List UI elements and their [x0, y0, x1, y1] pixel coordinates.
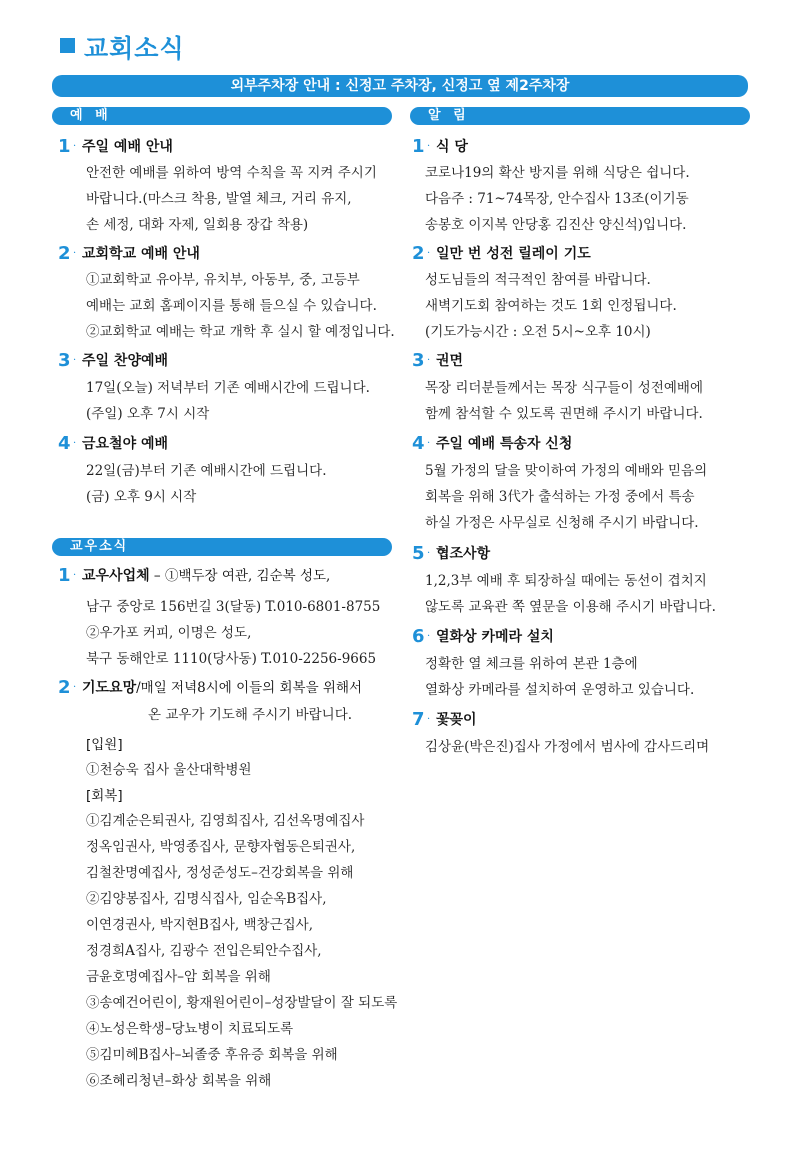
- item-number: 2: [58, 243, 71, 264]
- recover-line: ⑥조혜리청년–화상 회복을 위해: [86, 1073, 272, 1089]
- page-title: 교회소식: [84, 34, 185, 63]
- notice-section-header: 알 림: [410, 107, 750, 125]
- worship-item-heading: 금요철야 예배: [82, 436, 169, 452]
- item-number: 2: [58, 677, 71, 698]
- notice-item-line: 송봉호 이지복 안당홍 김진산 양신석)입니다.: [425, 217, 687, 233]
- members-item-line: ②우가포 커피, 이명은 성도,: [86, 625, 252, 641]
- notice-item-heading: 협조사항: [436, 546, 491, 562]
- bullet-dot-icon: ·: [427, 248, 431, 259]
- title-square-icon: [60, 38, 75, 53]
- recover-line: 이연경권사, 박지현B집사, 백창근집사,: [86, 917, 313, 933]
- item-number: 1: [58, 136, 71, 157]
- members-item-line: 남구 중앙로 156번길 3(달동) T.010-6801-8755: [86, 599, 381, 615]
- bullet-dot-icon: ·: [427, 141, 431, 152]
- business-heading: 교우사업체: [82, 568, 150, 584]
- bullet-dot-icon: ·: [73, 682, 77, 693]
- notice-item-heading: 꽃꽂이: [436, 712, 477, 728]
- recover-line: ④노성은학생–당뇨병이 치료되도록: [86, 1021, 294, 1037]
- members-item-heading: [82, 675, 362, 701]
- notice-item-line: 함께 참석할 수 있도록 권면해 주시기 바랍니다.: [425, 406, 703, 422]
- bullet-dot-icon: ·: [73, 248, 77, 259]
- item-number: 4: [58, 433, 71, 454]
- bullet-dot-icon: ·: [73, 355, 77, 366]
- notice-item-heading: 식 당: [436, 139, 468, 155]
- bullet-dot-icon: ·: [73, 570, 77, 581]
- worship-item-line: 22일(금)부터 기존 예배시간에 드립니다.: [86, 463, 327, 479]
- worship-item-line: 바랍니다.(마스크 착용, 발열 체크, 거리 유지,: [86, 191, 352, 207]
- bullet-dot-icon: ·: [427, 438, 431, 449]
- notice-item-heading: 일만 번 성전 릴레이 기도: [436, 246, 591, 262]
- members-section-header: 교우소식: [52, 538, 392, 556]
- notice-item-heading: 권면: [436, 353, 464, 369]
- recover-line: ③송예건어린이, 황재원어린이–성장발달이 잘 되도록: [86, 995, 398, 1011]
- recover-line: 정옥임권사, 박영종집사, 문향자협동은퇴권사,: [86, 839, 356, 855]
- recover-line: ⑤김미혜B집사–뇌졸중 후유증 회복을 위해: [86, 1047, 338, 1063]
- worship-item-heading: 주일 찬양예배: [82, 353, 169, 369]
- recover-label: [회복]: [86, 788, 123, 804]
- prayer-heading-rest: /매일 저녁8시에 이들의 회복을 위해서: [136, 680, 363, 696]
- bullet-dot-icon: ·: [73, 438, 77, 449]
- notice-item-line: (기도가능시간 : 오전 5시~오후 10시): [425, 324, 651, 340]
- worship-item-line: ①교회학교 유아부, 유치부, 아동부, 중, 고등부: [86, 272, 360, 288]
- worship-section-header: 예 배: [52, 107, 392, 125]
- recover-line: 금윤호명예집사–암 회복을 위해: [86, 969, 271, 985]
- item-number: 6: [412, 626, 425, 647]
- worship-item-heading: 주일 예배 안내: [82, 139, 173, 155]
- notice-item-heading: 주일 예배 특송자 신청: [436, 436, 573, 452]
- notice-item-line: 1,2,3부 예배 후 퇴장하실 때에는 동선이 겹치지: [425, 573, 707, 589]
- worship-item-line: (주일) 오후 7시 시작: [86, 406, 210, 422]
- bullet-dot-icon: ·: [427, 355, 431, 366]
- item-number: 3: [412, 350, 425, 371]
- parking-banner: 외부주차장 안내 : 신정고 주차장, 신정고 옆 제2주차장: [52, 75, 748, 97]
- worship-item-line: 손 세정, 대화 자제, 일회용 장갑 착용): [86, 217, 309, 233]
- worship-item-line: 예배는 교회 홈페이지를 통해 들으실 수 있습니다.: [86, 298, 377, 314]
- prayer-heading: 기도요망: [82, 680, 137, 696]
- members-item-line: 북구 동해안로 1110(당사동) T.010-2256-9665: [86, 651, 377, 667]
- notice-item-line: 성도님들의 적극적인 참여를 바랍니다.: [425, 272, 651, 288]
- admit-line: ①천승욱 집사 울산대학병원: [86, 762, 252, 778]
- item-number: 7: [412, 709, 425, 730]
- admit-label: [입원]: [86, 737, 123, 753]
- item-number: 3: [58, 350, 71, 371]
- notice-item-line: 목장 리더분들께서는 목장 식구들이 성전예배에: [425, 380, 703, 396]
- worship-item-line: (금) 오후 9시 시작: [86, 489, 197, 505]
- bullet-dot-icon: ·: [427, 714, 431, 725]
- recover-line: 정경희A집사, 김광수 전입은퇴안수집사,: [86, 943, 322, 959]
- notice-item-heading: 열화상 카메라 설치: [436, 629, 554, 645]
- worship-item-line: 안전한 예배를 위하여 방역 수칙을 꼭 지켜 주시기: [86, 165, 377, 181]
- members-item-heading: [82, 563, 330, 589]
- worship-item-heading: 교회학교 예배 안내: [82, 246, 200, 262]
- notice-item-line: 새벽기도회 참여하는 것도 1회 인정됩니다.: [425, 298, 677, 314]
- item-number: 1: [58, 565, 71, 586]
- recover-line: ②김양봉집사, 김명식집사, 임순옥B집사,: [86, 891, 327, 907]
- notice-item-line: 코로나19의 확산 방지를 위해 식당은 쉽니다.: [425, 165, 690, 181]
- business-heading-rest: – ①백두장 여관, 김순복 성도,: [149, 568, 331, 584]
- notice-item-line: 않도록 교육관 쪽 옆문을 이용해 주시기 바랍니다.: [425, 599, 716, 615]
- notice-item-line: 다음주 : 71~74목장, 안수집사 13조(이기동: [425, 191, 689, 207]
- worship-item-line: ②교회학교 예배는 학교 개학 후 실시 할 예정입니다.: [86, 324, 395, 340]
- item-number: 2: [412, 243, 425, 264]
- notice-item-line: 정확한 열 체크를 위하여 본관 1층에: [425, 656, 638, 672]
- notice-item-line: 5월 가정의 달을 맞이하여 가정의 예배와 믿음의: [425, 463, 708, 479]
- recover-line: 김철찬명예집사, 정성준성도–건강회복을 위해: [86, 865, 354, 881]
- bullet-dot-icon: ·: [73, 141, 77, 152]
- notice-item-line: 회복을 위해 3代가 출석하는 가정 중에서 특송: [425, 489, 695, 505]
- item-number: 5: [412, 543, 425, 564]
- notice-item-line: 하실 가정은 사무실로 신청해 주시기 바랍니다.: [425, 515, 699, 531]
- item-number: 4: [412, 433, 425, 454]
- bullet-dot-icon: ·: [427, 548, 431, 559]
- recover-line: ①김계순은퇴권사, 김영희집사, 김선옥명예집사: [86, 813, 365, 829]
- bullet-dot-icon: ·: [427, 631, 431, 642]
- worship-item-line: 17일(오늘) 저녁부터 기존 예배시간에 드립니다.: [86, 380, 370, 396]
- item-number: 1: [412, 136, 425, 157]
- notice-item-line: 열화상 카메라를 설치하여 운영하고 있습니다.: [425, 682, 695, 698]
- prayer-line-indented: 온 교우가 기도해 주시기 바랍니다.: [148, 707, 353, 723]
- notice-item-line: 김상윤(박은진)집사 가정에서 범사에 감사드리며: [425, 739, 710, 755]
